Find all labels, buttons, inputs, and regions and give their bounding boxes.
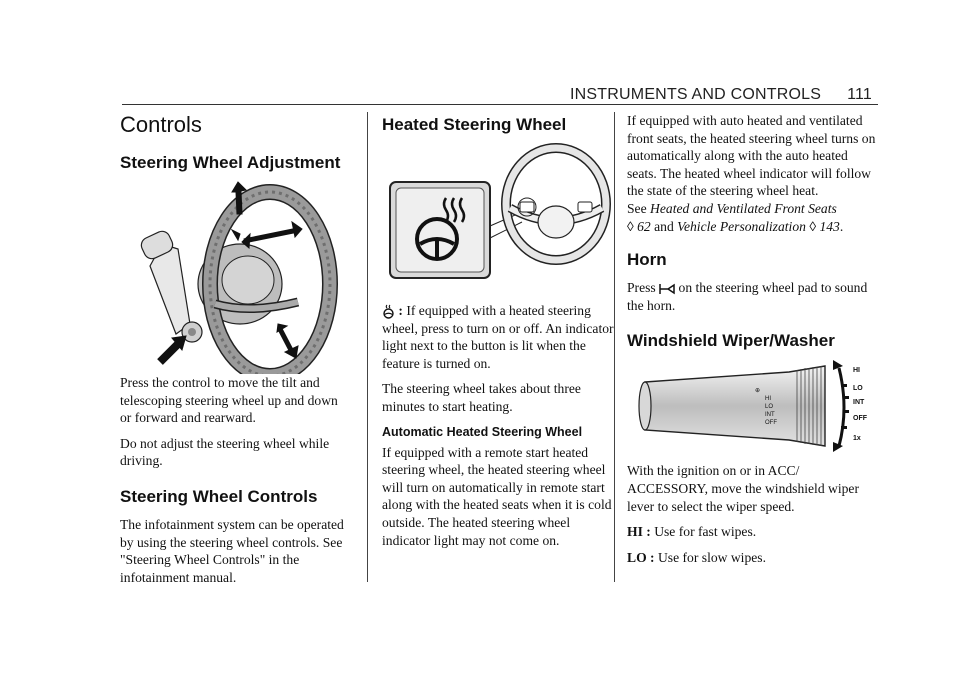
horn-paragraph (627, 279, 879, 314)
svg-text:OFF: OFF (765, 420, 777, 427)
ref-arrow-icon: ◊ (809, 218, 817, 234)
hi-text: Use for fast wipes. (654, 524, 757, 540)
horn-icon (659, 283, 675, 295)
controls-heading: Steering Wheel Controls (120, 486, 318, 506)
ref-arrow-icon: ◊ (627, 218, 634, 234)
lever-label-int: INT (853, 399, 865, 407)
column-1 (120, 112, 352, 594)
wiper-lever-illustration (627, 360, 879, 454)
adjust-heading: Steering Wheel Adjustment (120, 153, 341, 172)
auto-paragraph: If equipped with a remote start heated steering wheel, the heated steering wheel will turn on automatically in remote start along with the heated seats when it is cold outside. The heated steering wheel indicator light may not come on. (382, 444, 612, 548)
column-3 (627, 112, 879, 574)
ref-link-personalization[interactable]: Vehicle Personalization (677, 218, 806, 234)
svg-text:LO: LO (765, 404, 774, 411)
column-divider-1 (367, 112, 368, 582)
lo-label: LO : (627, 549, 655, 565)
page-title: Controls (120, 112, 202, 137)
period: . (839, 218, 844, 234)
svg-text:INT: INT (765, 412, 775, 419)
heated-text: If equipped with a heated steering wheel, press to turn on or off. An indicator light next to the button is lit when the feature is turned on. (382, 303, 614, 371)
wiper-heading: Windshield Wiper/Washer (627, 331, 835, 351)
lever-label-off: OFF (853, 415, 867, 423)
ref-page-62[interactable]: 62 (637, 218, 651, 234)
page-number: 111 (847, 86, 872, 103)
adjust-paragraph-1: Press the control to move the tilt and telescoping steering wheel up and down or forward and rearward. (120, 375, 338, 426)
adjust-paragraph-2: Do not adjust the steering wheel while driving. (120, 435, 330, 469)
section-title: INSTRUMENTS AND CONTROLS (570, 86, 822, 103)
column-divider-2 (614, 112, 615, 582)
heated-paragraph-1 (382, 302, 614, 372)
lever-tiny-label: ⊕ (755, 388, 761, 395)
ref-page-143[interactable]: 143 (819, 218, 840, 234)
controls-paragraph: The infotainment system can be operated by using the steering wheel controls. See "Steering Wheel Controls" in the infotainment manual. (120, 516, 344, 585)
hi-paragraph (627, 523, 879, 541)
see-word: See (627, 200, 647, 216)
heated-heading: Heated Steering Wheel (382, 115, 567, 134)
wiper-paragraph: With the ignition on or in ACC/ ACCESSORY, move the windshield wiper lever to select the wiper speed. (627, 463, 859, 514)
svg-text:HI: HI (765, 396, 771, 403)
auto-continued-text: If equipped with auto heated and ventilated front seats, the heated steering wheel turns on automatically along with the auto heated seats. The heated wheel indicator will follow the state of the steering wheel heat. (627, 113, 876, 199)
lever-label-1x: 1x (853, 435, 861, 443)
lo-text: Use for slow wipes. (657, 549, 766, 565)
hi-label: HI : (627, 524, 651, 540)
heated-colon: : (395, 303, 407, 318)
and-word: and (654, 218, 674, 234)
header-rule (122, 104, 878, 105)
horn-heading: Horn (627, 250, 667, 270)
steering-adjust-illustration (120, 174, 352, 374)
heated-paragraph-2: The steering wheel takes about three minutes to start heating. (382, 381, 581, 414)
horn-text: on the steering wheel pad to sound the horn. (627, 280, 868, 313)
horn-press-word: Press (627, 280, 656, 296)
lever-label-lo: LO (853, 385, 863, 393)
auto-heading: Automatic Heated Steering Wheel (382, 424, 583, 439)
ref-link-heated-seats[interactable]: Heated and Ventilated Front Seats (650, 200, 837, 216)
lo-paragraph (627, 549, 879, 567)
column-2 (382, 112, 614, 557)
heated-wheel-illustration (382, 142, 614, 292)
auto-continued-paragraph (627, 112, 879, 235)
lever-label-hi: HI (853, 367, 860, 375)
heated-wheel-icon (382, 304, 395, 319)
running-header (570, 86, 872, 104)
